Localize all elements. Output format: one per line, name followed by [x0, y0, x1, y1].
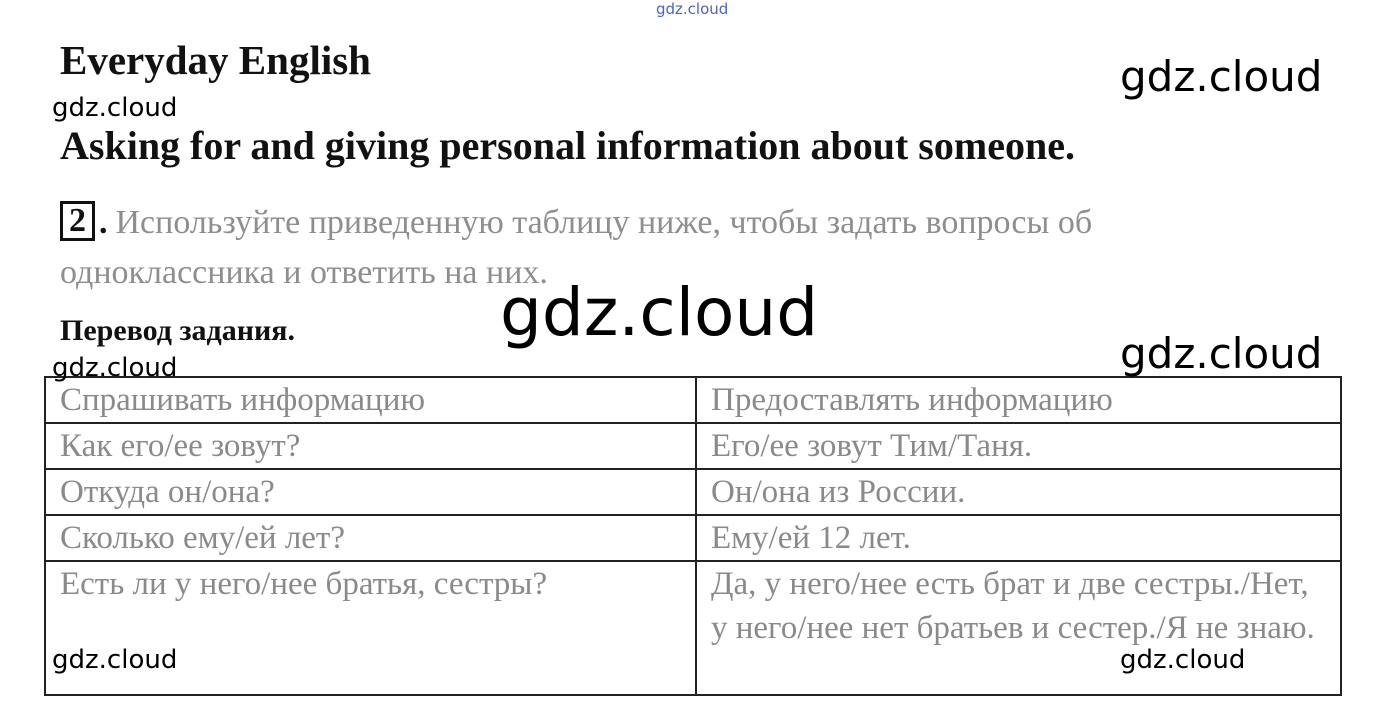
page-title: Everyday English	[60, 37, 371, 83]
watermark-left-bottom: gdz.cloud	[52, 645, 178, 675]
watermark-center: gdz.cloud	[500, 274, 819, 351]
section-label: Перевод задания.	[60, 314, 295, 347]
table-row	[45, 377, 1341, 423]
task-text: Используйте приведенную таблицу ниже, чтобы задать вопросы об одноклассника и ответить на них.	[60, 204, 1093, 291]
table-cell-left: Сколько ему/ей лет?	[45, 515, 696, 561]
watermark-right-middle: gdz.cloud	[1120, 329, 1323, 378]
table-row	[45, 423, 1341, 469]
table-cell-left: Есть ли у него/нее братья, сестры?	[45, 561, 696, 695]
watermark-top: gdz.cloud	[656, 0, 729, 18]
table-cell-left: Как его/ее зовут?	[45, 423, 696, 469]
table-cell-right: Предоставлять информацию	[696, 377, 1341, 423]
page-subtitle: Asking for and giving personal information about someone.	[60, 123, 1075, 168]
task-number-box: 2	[60, 201, 95, 241]
table-row	[45, 515, 1341, 561]
table-cell-left: Откуда он/она?	[45, 469, 696, 515]
watermark-right-top: gdz.cloud	[1120, 52, 1323, 101]
table-cell-right: Да, у него/нее есть брат и две сестры./Нет, у него/нее нет братьев и сестер./Я не знаю.	[696, 561, 1341, 695]
table-row	[45, 469, 1341, 515]
watermark-left-top: gdz.cloud	[52, 93, 178, 123]
table-cell-right: Его/ее зовут Тим/Таня.	[696, 423, 1341, 469]
table-cell-right: Он/она из России.	[696, 469, 1341, 515]
watermark-right-bottom: gdz.cloud	[1120, 645, 1246, 675]
table-cell-right: Ему/ей 12 лет.	[696, 515, 1341, 561]
table-cell-left: Спрашивать информацию	[45, 377, 696, 423]
task-number-dot: .	[99, 204, 108, 241]
watermark-left-middle: gdz.cloud	[52, 353, 178, 383]
